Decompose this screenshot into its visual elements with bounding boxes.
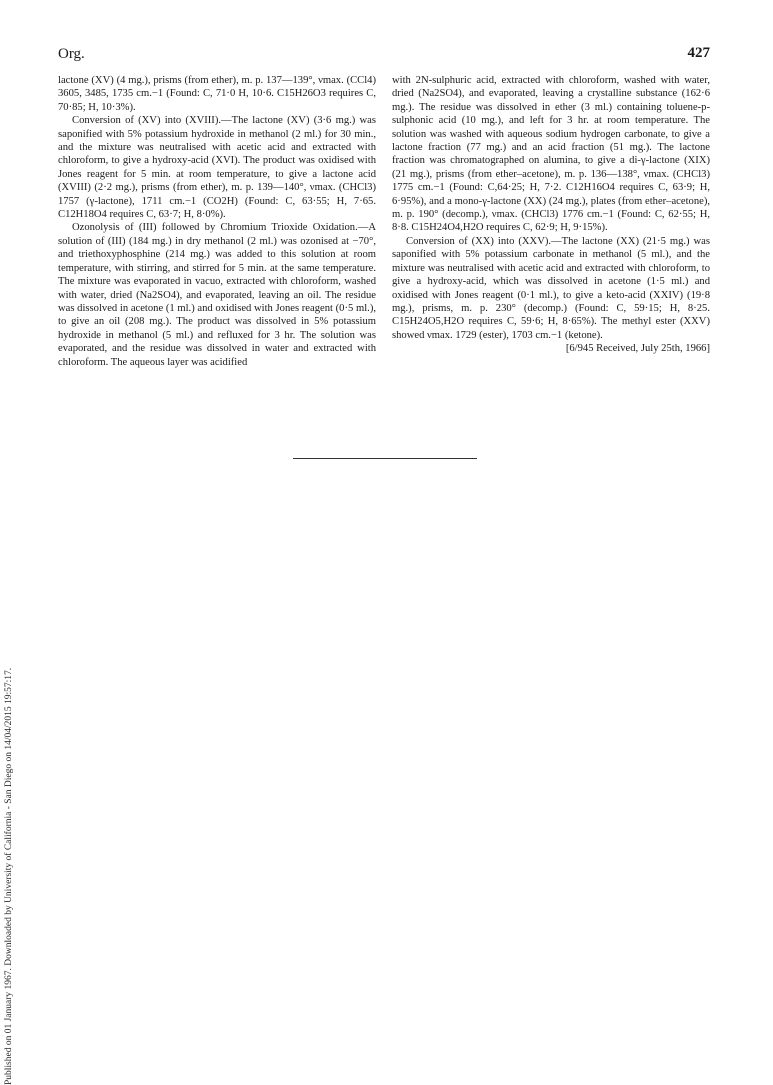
download-watermark — [4, 155, 16, 1085]
left-column — [58, 74, 376, 369]
end-rule — [293, 458, 477, 459]
received-date: [6/945 Received, July 25th, 1966] — [565, 343, 710, 355]
page-number: 427 — [687, 45, 710, 61]
download-watermark-text: Published on 01 January 1967. Downloaded by University of California - San Diego on 14/04/2015 19:57:17. — [4, 667, 14, 1085]
right-column — [392, 74, 710, 356]
paragraph: with 2N-sulphuric acid, extracted with chloroform, washed with water, dried (Na2SO4), and evaporated, leaving a crystalline substance (162·6 mg.). The residue was dissolved in ether (3 ml.) containing toluene-p-sulphonic acid (10 mg.), and left for 3 hr. at room temperature. The solution was washed with aqueous sodium hydrogen carbonate, to give a lactone fraction (77 mg.) and an acid fraction (51 mg.). The lactone fraction was chromatographed on alumina, to give a di-γ-lactone (XIX) (21 mg.), prisms (from ether–acetone), m. p. 136—138°, νmax. (CHCl3) 1775 cm.−1 (Found: C,64·25; H, 7·2. C12H16O4 requires C, 63·9; H, 6·95%), and a mono-γ-lactone (XX) (24 mg.), plates (from ether–acetone), m. p. 190° (decomp.), νmax. (CHCl3) 1776 cm.−1 (Found: C, 62·55; H, 8·8. C15H24O4,H2O requires C, 62·9; H, 9·15%). — [392, 75, 710, 234]
paragraph: Conversion of (XV) into (XVIII).—The lactone (XV) (3·6 mg.) was saponified with 5% potassium hydroxide in methanol (2 ml.) for 30 min., and the mixture was neutralised with acetic acid and extracted with chloroform, to give a hydroxy-acid (XVI). The product was oxidised with Jones reagent for 5 min. at room temperature, to give a lactone acid (XVIII) (2·2 mg.), prisms (from ether), m. p. 139—140°, νmax. (CHCl3) 1757 (γ-lactone), 1711 cm.−1 (CO2H) (Found: C, 63·55; H, 7·65. C12H18O4 requires C, 63·7; H, 8·0%). — [58, 115, 376, 221]
paragraph: Conversion of (XX) into (XXV).—The lactone (XX) (21·5 mg.) was saponified with 5% potassium carbonate in methanol (5 ml.), and the mixture was neutralised with acetic acid and extracted with chloroform, to give a hydroxy-acid, which was dissolved in acetone (1·5 ml.) and oxidised with Jones reagent (0·1 ml.), to give a keto-acid (XXIV) (19·8 mg.), prisms, m. p. 230° (decomp.) (Found: C, 59·15; H, 8·25. C15H24O5,H2O requires C, 59·6; H, 8·65%). The methyl ester (XXV) showed νmax. 1729 (ester), 1703 cm.−1 (ketone). — [392, 235, 710, 341]
paragraph: lactone (XV) (4 mg.), prisms (from ether), m. p. 137—139°, νmax. (CCl4) 3605, 3485, 1735 cm.−1 (Found: C, 71·0 H, 10·6. C15H26O3 requires C, 70·85; H, 10·3%). — [58, 75, 376, 113]
journal-header: Org. — [58, 46, 85, 62]
paragraph: Ozonolysis of (III) followed by Chromium Trioxide Oxidation.—A solution of (III) (184 mg.) in dry methanol (2 ml.) was ozonised at −70°, and triethoxyphosphine (214 mg.) was added to this solution at room temperature, with stirring, and stirred for 5 min. at the same temperature. The mixture was evaporated in vacuo, extracted with chloroform, washed with water, dried (Na2SO4), and evaporated, leaving an oil. The residue was dissolved in acetone (1 ml.) and oxidised with Jones reagent (0·5 ml.), to give an oil (208 mg.). The product was dissolved in 5% potassium hydroxide in methanol (5 ml.) and refluxed for 3 hr. The solution was evaporated, and the residue was dissolved in water and extracted with chloroform. The aqueous layer was acidified — [58, 222, 376, 368]
